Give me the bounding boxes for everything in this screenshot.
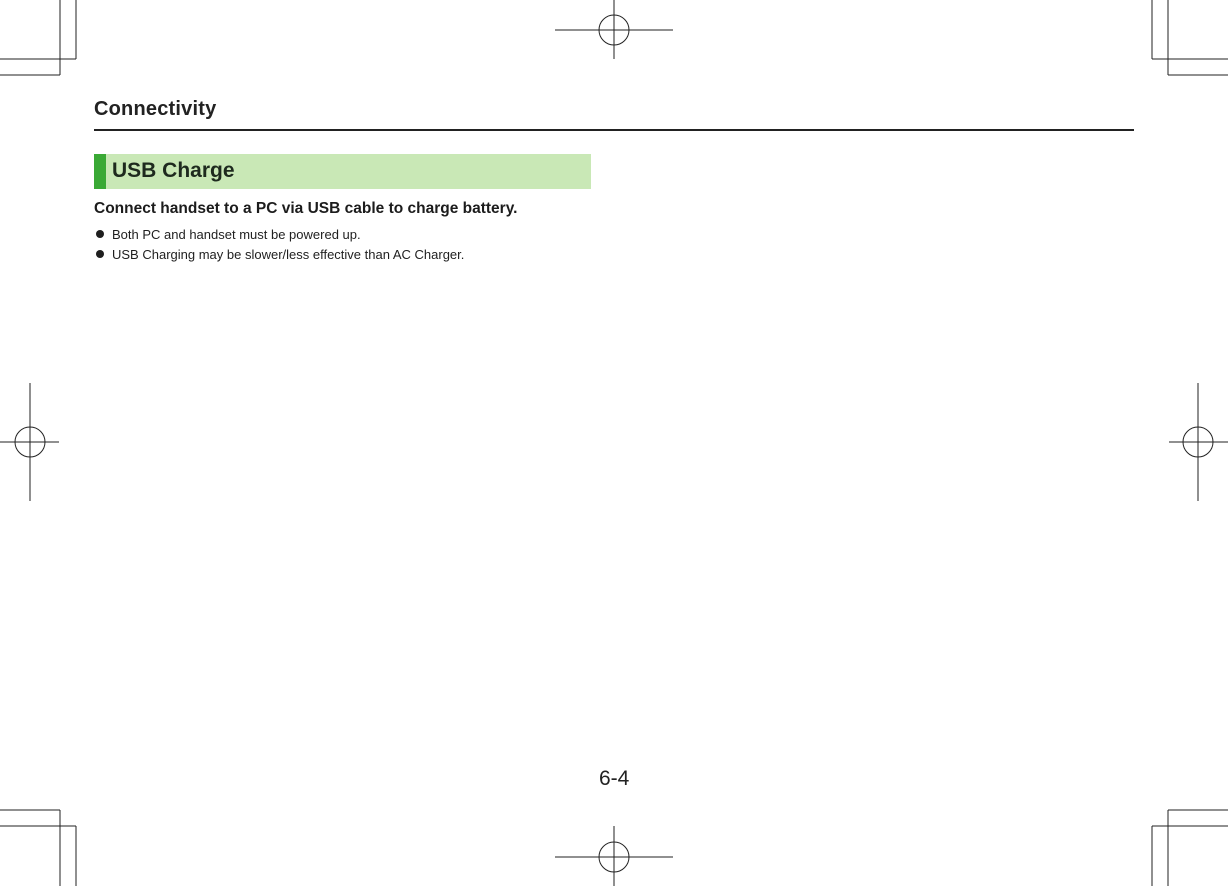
page-number: 6-4 — [599, 767, 630, 790]
bullet-dot-icon — [96, 250, 104, 258]
crop-mark-top-left — [0, 0, 76, 75]
list-item-text: USB Charging may be slower/less effective than AC Charger. — [112, 246, 465, 262]
lead-paragraph: Connect handset to a PC via USB cable to charge battery. — [94, 200, 518, 217]
registration-mark-left — [0, 383, 59, 501]
header-rule — [94, 129, 1134, 131]
section-title: Connectivity — [94, 98, 217, 120]
registration-mark-bottom — [555, 826, 673, 886]
registration-mark-right — [1169, 383, 1228, 501]
heading-title: USB Charge — [112, 159, 235, 182]
heading-accent-bar — [94, 154, 106, 189]
bullet-list — [96, 224, 464, 264]
bullet-dot-icon — [96, 230, 104, 238]
registration-mark-top — [555, 0, 673, 59]
heading-band — [94, 154, 591, 189]
list-item-text: Both PC and handset must be powered up. — [112, 226, 361, 242]
crop-mark-bottom-right — [1152, 810, 1228, 886]
crop-mark-bottom-left — [0, 810, 76, 886]
list-item — [96, 224, 464, 244]
list-item — [96, 244, 464, 264]
crop-mark-top-right — [1152, 0, 1228, 75]
